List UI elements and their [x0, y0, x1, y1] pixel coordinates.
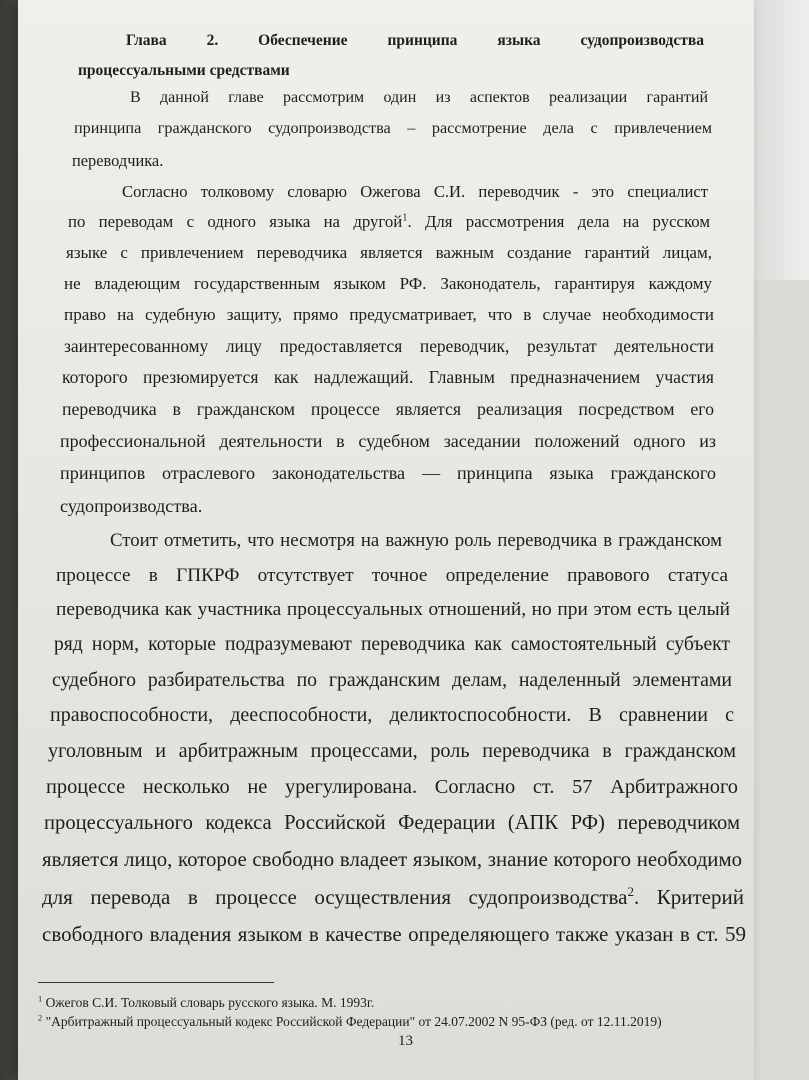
paragraph-2-line: право на судебную защиту, прямо предусматривает, что в случае необходимости — [64, 305, 714, 324]
footnote-1 — [38, 995, 374, 1011]
paragraph-2-line: заинтересованному лицу предоставляется переводчик, результат деятельности — [64, 336, 714, 356]
paragraph-3-line: процессе несколько не урегулирована. Согласно ст. 57 Арбитражного — [46, 776, 738, 798]
paragraph-1-line: В данной главе рассмотрим один из аспектов реализации гарантий — [130, 89, 708, 106]
paragraph-2-line: судопроизводства. — [60, 496, 203, 516]
chapter-heading-line-1: Глава 2. Обеспечение принципа языка судопроизводства — [126, 32, 704, 49]
paragraph-3-line: является лицо, которое свободно владеет языком, знание которого необходимо — [42, 848, 742, 871]
text-run: . Критерий — [634, 885, 744, 909]
paragraph-3-line: судебного разбирательства по гражданским делам, наделенный элементами — [52, 669, 732, 691]
paragraph-2-line: которого презюмируется как надлежащий. Главным предназначением участия — [62, 367, 714, 387]
paragraph-3-line: правоспособности, дееспособности, деликтоспособности. В сравнении с — [50, 704, 734, 726]
page-number: 13 — [398, 1033, 413, 1049]
footnote-ref-2[interactable]: 2 — [627, 885, 634, 899]
paragraph-2-line: Согласно толковому словарю Ожегова С.И. переводчик - это специалист — [122, 182, 708, 201]
footnote-text: Ожегов С.И. Толковый словарь русского языка. М. 1993г. — [45, 995, 375, 1010]
text-run: по переводам с одного языка на другой — [68, 212, 403, 231]
paragraph-2-line: профессиональной деятельности в судебном заседании положений одного из — [60, 431, 716, 451]
footnote-mark: 1 — [38, 994, 43, 1004]
footnote-2 — [38, 1014, 662, 1030]
document-page — [18, 0, 754, 1080]
footnote-text: "Арбитражный процессуальный кодекс Российской Федерации" от 24.07.2002 N 95-ФЗ (ред. от 12.11.2019) — [45, 1014, 662, 1029]
paragraph-2-line: не владеющим государственным языком РФ. Законодатель, гарантируя каждому — [64, 274, 712, 293]
text-run: для перевода в процессе осуществления судопроизводства — [42, 885, 628, 909]
paragraph-3-line: Стоит отметить, что несмотря на важную роль переводчика в гражданском — [110, 530, 722, 551]
paragraph-2-line: принципов отраслевого законодательства — принципа языка гражданского — [60, 463, 716, 483]
chapter-heading-line-2: процессуальными средствами — [78, 62, 290, 79]
paragraph-1-line: принципа гражданского судопроизводства – рассмотрение дела с привлечением — [74, 119, 712, 137]
paragraph-2-line: переводчика в гражданском процессе является реализация посредством его — [62, 399, 714, 419]
paragraph-3-line: ряд норм, которые подразумевают переводчика как самостоятельный субъект — [54, 634, 730, 655]
paragraph-1-line: переводчика. — [72, 151, 164, 170]
footnote-separator — [38, 982, 274, 983]
paragraph-3-line: процессуального кодекса Российской Федерации (АПК РФ) переводчиком — [44, 812, 740, 834]
footnote-mark: 2 — [38, 1013, 43, 1023]
paragraph-2-line — [68, 212, 710, 232]
paragraph-3-line: переводчика как участника процессуальных отношений, но при этом есть целый — [56, 599, 730, 620]
footnote-ref-1[interactable]: 1 — [402, 212, 408, 224]
paragraph-3-line — [42, 885, 744, 910]
paragraph-3-line: свободного владения языком в качестве определяющего также указан в ст. 59 — [42, 922, 746, 946]
text-run: . Для рассмотрения дела на русском — [407, 212, 710, 231]
paragraph-3-line: процессе в ГПКРФ отсутствует точное определение правового статуса — [56, 565, 728, 586]
paragraph-2-line: языке с привлечением переводчика является важным создание гарантий лицам, — [66, 243, 712, 262]
paragraph-3-line: уголовным и арбитражным процессами, роль переводчика в гражданском — [48, 740, 736, 762]
